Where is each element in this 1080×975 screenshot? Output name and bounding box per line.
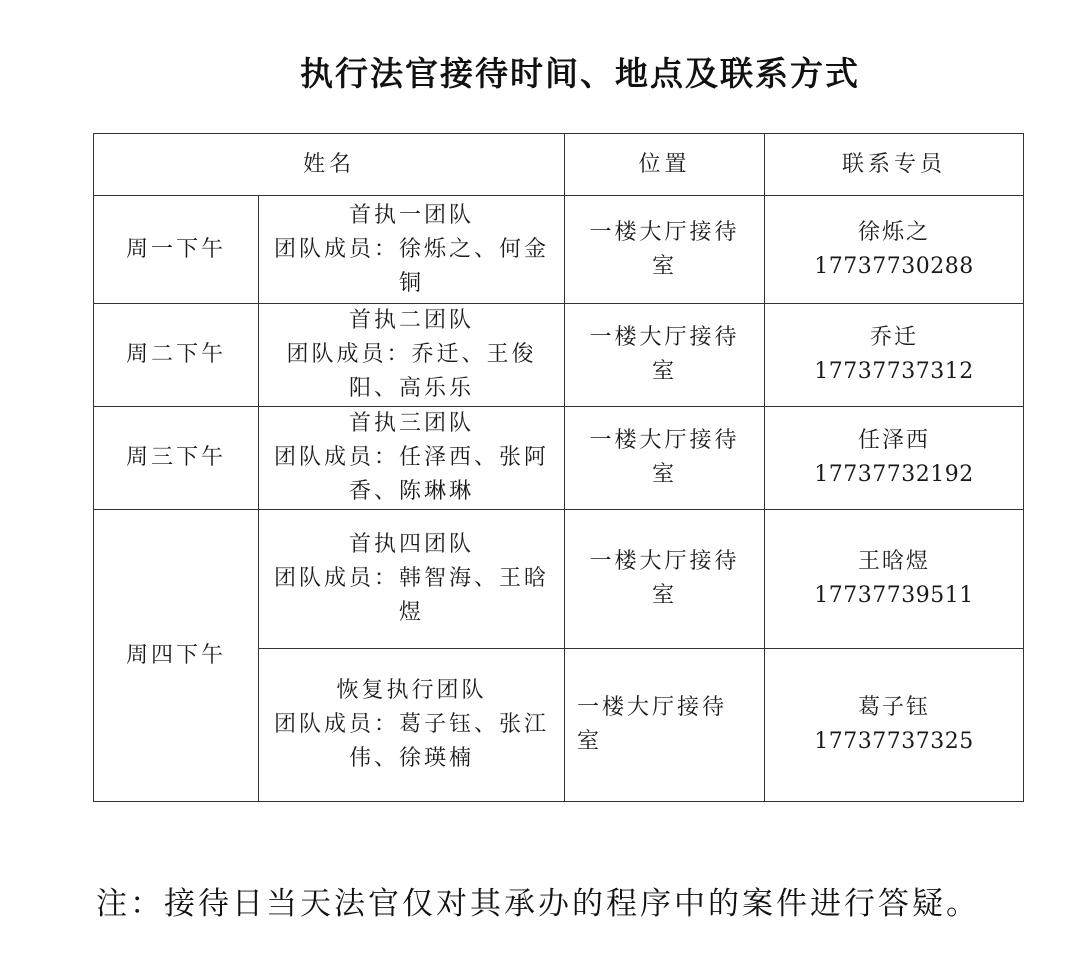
location-cell: 一楼大厅接待室 [565, 649, 765, 802]
header-name: 姓名 [94, 134, 565, 196]
contact-cell [765, 510, 1024, 649]
team-cell [259, 304, 565, 407]
location-cell: 一楼大厅接待室 [565, 510, 765, 649]
contact-cell [765, 304, 1024, 407]
contact-phone: 17737737325 [814, 729, 974, 754]
table-header-row [94, 134, 1024, 196]
contact-name: 任泽西 [858, 428, 931, 453]
location-cell: 一楼大厅接待室 [565, 304, 765, 407]
table-row [94, 510, 1024, 649]
team-cell [259, 649, 565, 802]
day-cell: 周四下午 [94, 510, 259, 802]
team-name: 首执一团队 [349, 202, 475, 228]
table-row [94, 407, 1024, 510]
team-name: 恢复执行团队 [336, 678, 487, 703]
team-name: 首执二团队 [349, 308, 475, 333]
day-cell: 周三下午 [94, 407, 259, 510]
contact-cell [765, 196, 1024, 304]
reception-schedule-table [93, 133, 1024, 802]
header-location: 位置 [565, 134, 765, 196]
team-cell [259, 196, 565, 304]
table-row [94, 196, 1024, 304]
location-cell: 一楼大厅接待室 [565, 196, 765, 304]
contact-name: 徐烁之 [858, 219, 931, 245]
location-cell: 一楼大厅接待室 [565, 407, 765, 510]
team-name: 首执三团队 [349, 411, 475, 436]
contact-name: 葛子钰 [858, 695, 931, 720]
contact-phone: 17737732192 [814, 462, 974, 487]
team-members: 团队成员：乔迁、王俊阳、高乐乐 [286, 342, 537, 401]
day-cell: 周二下午 [94, 304, 259, 407]
table-row [94, 304, 1024, 407]
header-contact: 联系专员 [765, 134, 1024, 196]
contact-cell [765, 649, 1024, 802]
team-members: 团队成员：葛子钰、张江伟、徐瑛楠 [274, 712, 550, 771]
team-members: 团队成员：任泽西、张阿香、陈琳琳 [274, 445, 550, 504]
team-members: 团队成员：徐烁之、何金铜 [274, 236, 550, 296]
contact-phone: 17737730288 [814, 253, 974, 279]
page-title: 执行法官接待时间、地点及联系方式 [300, 54, 860, 93]
contact-name: 王晗煜 [858, 549, 931, 574]
contact-cell [765, 407, 1024, 510]
footnote: 注：接待日当天法官仅对其承办的程序中的案件进行答疑。 [96, 886, 980, 922]
team-cell [259, 407, 565, 510]
day-cell: 周一下午 [94, 196, 259, 304]
team-members: 团队成员：韩智海、王晗煜 [274, 566, 550, 625]
team-cell [259, 510, 565, 649]
contact-name: 乔迁 [870, 325, 919, 350]
contact-phone: 17737739511 [814, 583, 974, 608]
contact-phone: 17737737312 [814, 359, 974, 384]
team-name: 首执四团队 [349, 532, 475, 557]
